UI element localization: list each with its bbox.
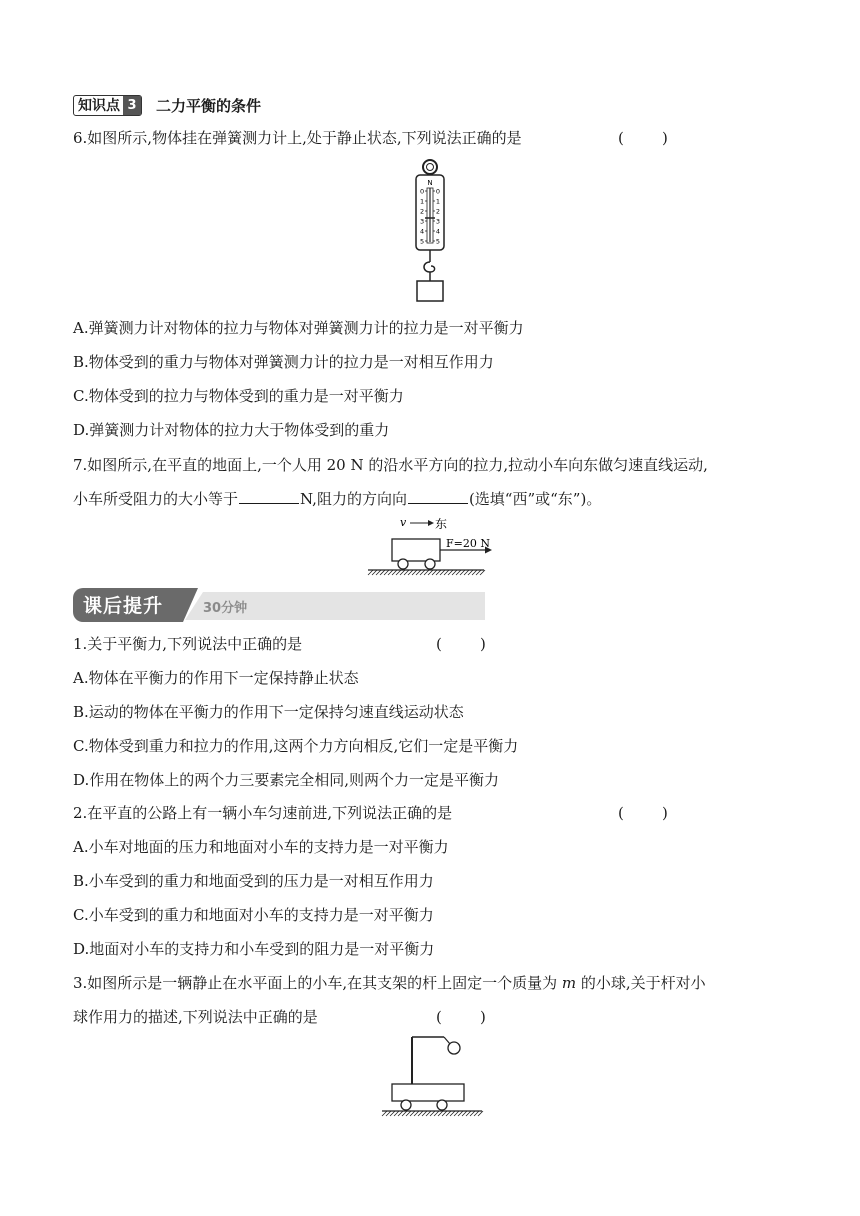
p1-option-c: C.物体受到重力和拉力的作用,这两个力方向相反,它们一定是平衡力 [73, 737, 519, 755]
scale-tick-label: 0 [420, 187, 425, 196]
scale-tick-label: 4 [435, 227, 440, 236]
p2-option-d: D.地面对小车的支持力和小车受到的阻力是一对平衡力 [73, 940, 435, 958]
p2-answer-paren: ( ) [618, 804, 668, 822]
q7-blank-magnitude[interactable] [239, 489, 299, 504]
spring-scale-figure [400, 158, 460, 306]
q6-option-b: B.物体受到的重力与物体对弹簧测力计的拉力是一对相互作用力 [73, 353, 494, 371]
scale-tick-label: 5 [435, 237, 440, 246]
after-class-banner [73, 588, 485, 622]
q7-line2 [73, 489, 601, 509]
q6-stem: 6.如图所示,物体挂在弹簧测力计上,处于静止状态,下列说法正确的是 [73, 129, 522, 147]
q6-option-d: D.弹簧测力计对物体的拉力大于物体受到的重力 [73, 421, 390, 439]
scale-tick-label: 1 [420, 197, 425, 206]
q6-option-c: C.物体受到的拉力与物体受到的重力是一对平衡力 [73, 387, 404, 405]
p3-mass-symbol: m [561, 974, 577, 992]
q6-answer-paren: ( ) [618, 129, 668, 147]
scale-tick-label: 5 [420, 237, 425, 246]
p3-line1 [73, 973, 706, 993]
p2-stem: 2.在平直的公路上有一辆小车匀速前进,下列说法正确的是 [73, 804, 453, 822]
force-label: F=20 N [446, 537, 490, 550]
p3-line1-part-a: 3.如图所示是一辆静止在水平面上的小车,在其支架的杆上固定一个质量为 [73, 974, 562, 992]
cart-body-2 [392, 1084, 464, 1101]
scale-tick-label: 2 [435, 207, 440, 216]
q7-blank-direction[interactable] [408, 489, 468, 504]
scale-tick-label: 4 [420, 227, 425, 236]
q7-line2-part-c: (选填“西”或“东”)。 [468, 490, 602, 508]
scale-tick-label: 3 [435, 217, 440, 226]
direction-label: 东 [435, 517, 448, 531]
ground-hatch [368, 570, 485, 575]
p3-line2: 球作用力的描述,下列说法中正确的是 [73, 1008, 318, 1026]
q7-line1: 7.如图所示,在平直的地面上,一个人用 20 N 的沿水平方向的拉力,拉动小车向东做匀速直线运动, [73, 456, 708, 474]
p3-answer-paren: ( ) [436, 1008, 486, 1026]
q7-line2-part-a: 小车所受阻力的大小等于 [73, 490, 239, 508]
scale-unit-label: N [427, 179, 433, 187]
knowledge-point-tag [73, 95, 142, 116]
p1-option-b: B.运动的物体在平衡力的作用下一定保持匀速直线运动状态 [73, 703, 464, 721]
p1-option-d: D.作用在物体上的两个力三要素完全相同,则两个力一定是平衡力 [73, 771, 500, 789]
section-header [73, 94, 261, 116]
scale-tick-label: 0 [435, 187, 440, 196]
p2-option-b: B.小车受到的重力和地面受到的压力是一对相互作用力 [73, 872, 434, 890]
q6-option-a: A.弹簧测力计对物体的拉力与物体对弹簧测力计的拉力是一对平衡力 [73, 319, 524, 337]
ball [448, 1042, 460, 1054]
scale-tick-label: 3 [420, 217, 425, 226]
scale-tick-label: 2 [420, 207, 425, 216]
p2-option-c: C.小车受到的重力和地面对小车的支持力是一对平衡力 [73, 906, 434, 924]
tag-label: 知识点 [78, 98, 120, 114]
section-title: 二力平衡的条件 [156, 96, 262, 115]
p2-option-a: A.小车对地面的压力和地面对小车的支持力是一对平衡力 [73, 838, 449, 856]
scale-tick-label: 1 [435, 197, 440, 206]
banner-time: 30分钟 [203, 601, 248, 616]
cart-force-figure [364, 515, 500, 581]
hanging-block [417, 281, 443, 301]
q7-line2-part-b: N,阻力的方向向 [300, 490, 407, 508]
p3-line1-part-b: 的小球,关于杆对小 [576, 974, 706, 992]
tag-number: 3 [123, 96, 141, 115]
ground-hatch-2 [382, 1111, 483, 1116]
velocity-label: v [400, 516, 407, 529]
cart-ball-figure [378, 1032, 488, 1124]
banner-title: 课后提升 [83, 595, 164, 617]
p1-option-a: A.物体在平衡力的作用下一定保持静止状态 [73, 669, 359, 687]
p1-stem: 1.关于平衡力,下列说法中正确的是 [73, 635, 303, 653]
cart-body [392, 539, 440, 561]
p1-answer-paren: ( ) [436, 635, 486, 653]
